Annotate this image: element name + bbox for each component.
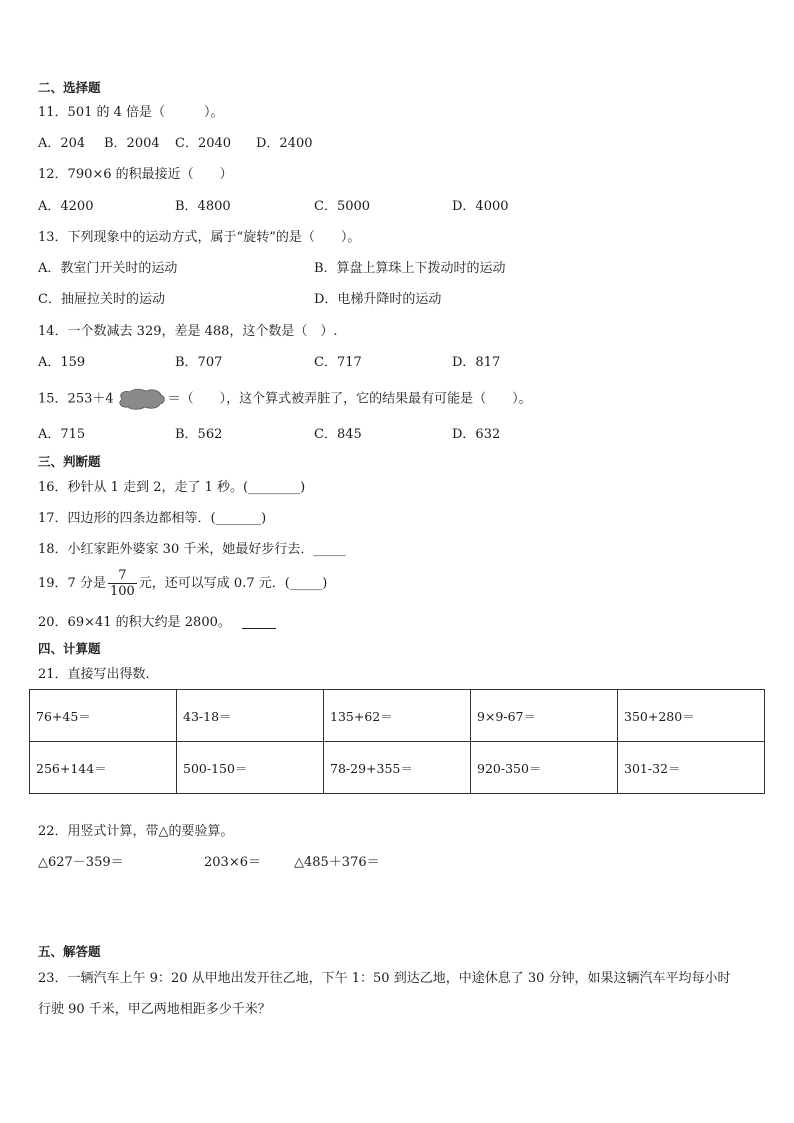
vertical-calc-item: △627－359＝ [38,855,124,870]
table-cell: 500-150＝ [177,742,324,794]
answer-blank[interactable] [242,612,276,629]
table-cell: 9×9-67＝ [471,690,618,742]
option-a: A．159 [38,355,86,370]
calculation-table [29,689,765,794]
option-d: D．2400 [256,136,313,151]
table-row [30,690,765,742]
option-a: A．教室门开关时的运动 [38,261,178,276]
option-c: C．717 [314,355,362,370]
table-row [30,742,765,794]
vertical-calc-item: 203×6＝ [204,855,261,870]
option-a: A．715 [38,427,86,442]
question-12: 12．790×6 的积最接近（ ） [38,167,233,182]
table-cell: 76+45＝ [30,690,177,742]
question-17: 17．四边形的四条边都相等．(_______) [38,511,267,526]
question-11: 11．501 的 4 倍是（ ）。 [38,105,224,120]
option-d: D．817 [452,355,501,370]
option-c: C．845 [314,427,362,442]
option-a: A．4200 [38,199,94,214]
table-cell: 135+62＝ [324,690,471,742]
question-18: 18．小红家距外婆家 30 千米，她最好步行去．_____ [38,542,346,557]
question-13: 13．下列现象中的运动方式，属于“旋转”的是（ ）。 [38,230,361,245]
section-title: 四、计算题 [38,641,101,656]
fraction [108,568,137,599]
table-cell: 301-32＝ [618,742,765,794]
question-15-before: 15．253＋4 [38,391,114,407]
question-21: 21．直接写出得数. [38,667,150,682]
option-b: B．算盘上算珠上下拨动时的运动 [314,261,506,276]
fraction-numerator: 7 [108,568,137,584]
option-c: C．2040 [175,136,232,151]
question-23-line-1: 23．一辆汽车上午 9：20 从甲地出发开往乙地，下午 1：50 到达乙地，中途休息了 30 分钟，如果这辆汽车平均每小时 [38,971,731,986]
table-cell: 920-350＝ [471,742,618,794]
vertical-calc-item: △485＋376＝ [294,855,380,870]
table-cell: 43-18＝ [177,690,324,742]
question-22: 22．用竖式计算，带△的要验算。 [38,824,234,839]
table-cell: 78-29+355＝ [324,742,471,794]
question-19 [38,566,327,602]
question-14: 14．一个数减去 329，差是 488，这个数是（ ）. [38,324,338,339]
question-19-after: 元，还可以写成 0.7 元．(_____) [138,576,328,591]
section-title: 三、判断题 [38,454,101,469]
question-23-line-2: 行驶 90 千米，甲乙两地相距多少千米？ [38,1002,271,1017]
ink-smudge-icon [116,388,166,410]
option-b: B．562 [175,427,223,442]
question-19-before: 19．7 分是 [38,576,106,591]
section-title: 二、选择题 [38,80,101,95]
table-cell: 350+280＝ [618,690,765,742]
option-c: C．5000 [314,199,371,214]
question-15 [38,388,532,411]
option-c: C．抽屉拉关时的运动 [38,292,165,307]
option-b: B．4800 [175,199,231,214]
question-15-after: ＝（ ），这个算式被弄脏了，它的结果最有可能是（ ）。 [167,391,532,407]
option-a: A．204 [38,136,86,151]
option-b: B．707 [175,355,223,370]
option-d: D．632 [452,427,501,442]
option-d: D．电梯升降时的运动 [314,292,442,307]
option-d: D．4000 [452,199,509,214]
table-cell: 256+144＝ [30,742,177,794]
fraction-denominator: 100 [109,584,135,599]
question-20: 20．69×41 的积大约是 2800。 [38,615,231,630]
question-16: 16．秒针从 1 走到 2，走了 1 秒。(________) [38,480,306,495]
section-title: 五、解答题 [38,944,101,959]
option-b: B．2004 [104,136,160,151]
